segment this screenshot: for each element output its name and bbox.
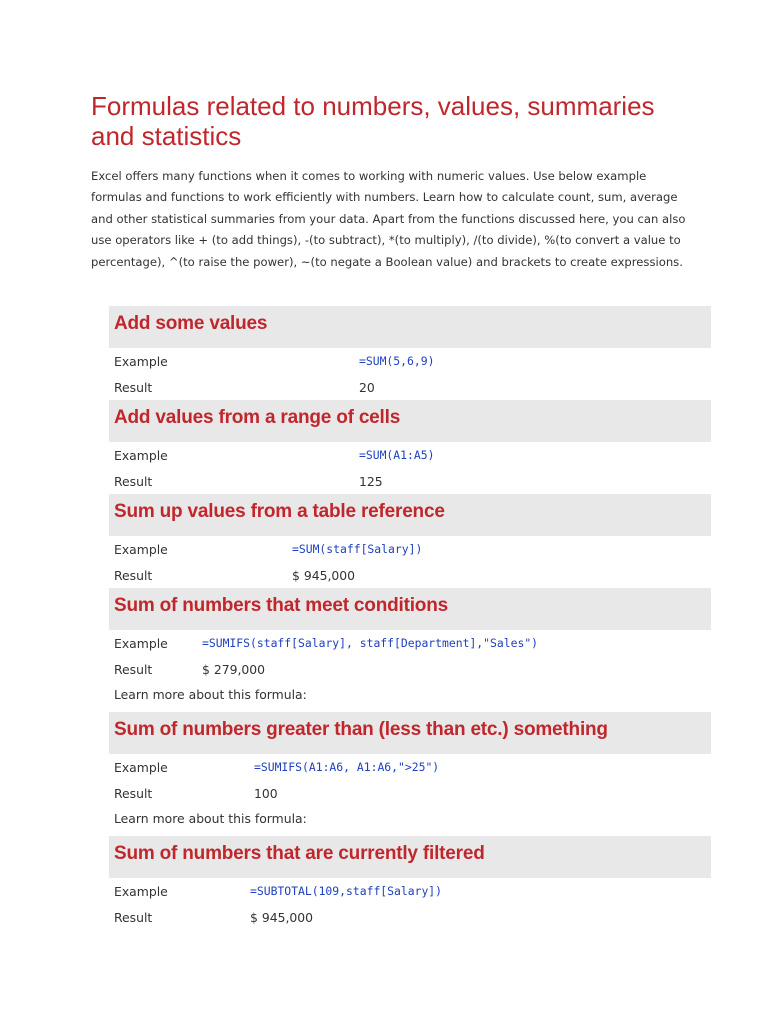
section-header-filtered (109, 836, 711, 878)
example-formula: =SUMIFS(A1:A6, A1:A6,">25") (254, 760, 440, 774)
example-label: Example (114, 448, 168, 463)
page-title: Formulas related to numbers, values, summaries and statistics (91, 91, 655, 151)
section-header-add-some-values (109, 306, 711, 348)
example-label: Example (114, 542, 168, 557)
section-title: Sum of numbers that meet conditions (114, 595, 448, 616)
result-label: Result (114, 568, 153, 583)
result-label: Result (114, 786, 153, 801)
example-label: Example (114, 636, 168, 651)
result-label: Result (114, 380, 153, 395)
result-label: Result (114, 474, 153, 489)
example-label: Example (114, 884, 168, 899)
example-formula: =SUM(staff[Salary]) (292, 542, 423, 556)
result-value: 20 (359, 380, 375, 395)
section-title: Sum up values from a table reference (114, 501, 445, 522)
intro-paragraph: Excel offers many functions when it comes to working with numeric values. Use below example formulas and functions to work efficiently with numbers. Learn how to calculate count, sum, average and other statistical summaries from your data. Apart from the functions discussed here, you can also use operators like + (to add things), -(to subtract), *(to multiply), /(to divide), %(to convert a value to percentage), ^(to raise the power), ~(to negate a Boolean value) and brackets to create expressions. (91, 169, 686, 269)
example-formula: =SUBTOTAL(109,staff[Salary]) (250, 884, 443, 898)
section-title: Add some values (114, 313, 268, 334)
example-label: Example (114, 760, 168, 775)
result-label: Result (114, 910, 153, 925)
result-value: $ 945,000 (250, 910, 314, 925)
section-header-meet-conditions (109, 588, 711, 630)
example-formula: =SUM(5,6,9) (359, 354, 435, 368)
result-value: 100 (254, 786, 278, 801)
section-header-greater-than (109, 712, 711, 754)
result-value: $ 279,000 (202, 662, 266, 677)
result-value: $ 945,000 (292, 568, 356, 583)
section-title: Sum of numbers that are currently filtered (114, 843, 485, 864)
example-label: Example (114, 354, 168, 369)
section-title: Add values from a range of cells (114, 407, 401, 428)
example-formula: =SUM(A1:A5) (359, 448, 435, 462)
learn-more-text: Learn more about this formula: (114, 687, 307, 702)
section-header-add-range (109, 400, 711, 442)
example-formula: =SUMIFS(staff[Salary], staff[Department],"Sales") (202, 636, 539, 650)
section-header-table-reference (109, 494, 711, 536)
learn-more-text: Learn more about this formula: (114, 811, 307, 826)
section-title: Sum of numbers greater than (less than etc.) something (114, 719, 608, 740)
result-label: Result (114, 662, 153, 677)
result-value: 125 (359, 474, 383, 489)
